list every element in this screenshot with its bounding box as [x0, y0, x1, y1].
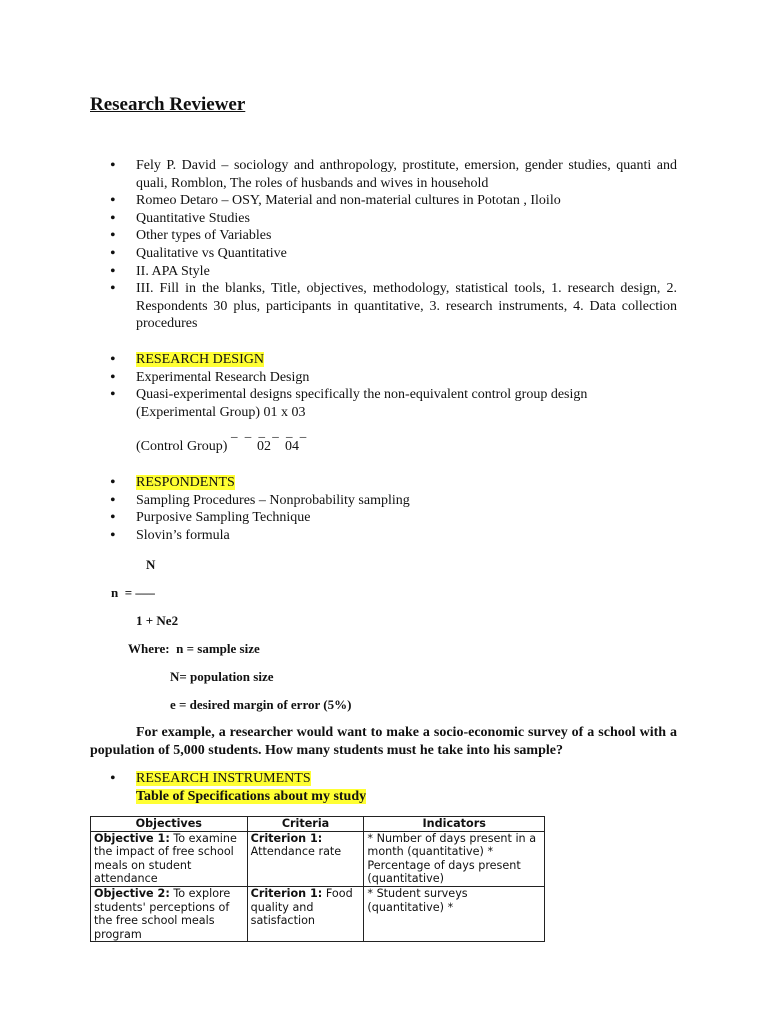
objective-label: Objective 2: [94, 886, 170, 900]
list-item: • Fely P. David – sociology and anthropology, prostitute, emersion, gender studies, quanti and quali, Romblon, The roles of husbands and wives in household [90, 157, 677, 192]
research-design-heading: RESEARCH DESIGN [136, 352, 264, 367]
objective-cell [91, 886, 248, 941]
list-item: • Romeo Detaro – OSY, Material and non-material cultures in Pototan , Iloilo [90, 192, 677, 210]
control-group-line [136, 439, 299, 455]
criterion-text: Food quality and satisfaction [250, 886, 353, 928]
page-title: Research Reviewer [90, 94, 246, 115]
topic-list [90, 157, 677, 333]
list-item [90, 386, 677, 421]
list-item: • Quantitative Studies [90, 210, 677, 228]
criterion-label: Criterion 1: [250, 886, 323, 900]
design-dashes: _ _ _ _ _ _ [231, 424, 309, 439]
formula-denominator: 1 + Ne2 [136, 613, 179, 628]
column-header: Indicators [364, 817, 545, 832]
criterion-text: Attendance rate [250, 845, 342, 859]
instruments-subheading: Table of Specifications about my study [136, 788, 367, 804]
research-design-list [90, 351, 677, 421]
column-header: Criteria [247, 817, 364, 832]
instruments-list [90, 770, 677, 805]
example-paragraph: For example, a researcher would want to make a socio-economic survey of a school with a population of 5,000 students. How many students must he take into his sample? [90, 725, 677, 758]
specifications-table [90, 816, 545, 942]
list-item: • III. Fill in the blanks, Title, objectives, methodology, statistical tools, 1. research design, 2. Respondents 30 plus, participants in quantitative, 3. research instruments, 4. Data collection procedures [90, 280, 677, 333]
formula-numerator: N [146, 557, 156, 572]
formula-where: Where: n = sample size [128, 641, 260, 656]
objective-label: Objective 1: [94, 831, 170, 845]
list-item: • Experimental Research Design [90, 369, 677, 387]
list-item [90, 770, 677, 805]
criteria-cell [247, 886, 364, 941]
indicators-cell: * Student surveys (quantitative) * [364, 886, 545, 941]
control-group-label: (Control Group) [136, 439, 228, 454]
formula-population-def: N= population size [170, 669, 274, 684]
list-item: • Purposive Sampling Technique [90, 509, 677, 527]
table-row [91, 886, 545, 941]
list-item: • Slovin’s formula [90, 527, 677, 545]
respondents-heading: RESPONDENTS [136, 475, 235, 490]
list-item: • Other types of Variables [90, 227, 677, 245]
objective-cell [91, 831, 248, 886]
list-item: • Sampling Procedures – Nonprobability sampling [90, 492, 677, 510]
criterion-label: Criterion 1: [250, 831, 323, 845]
criteria-cell [247, 831, 364, 886]
experimental-group-line: (Experimental Group) 01 x 03 [136, 404, 306, 420]
table-header-row [91, 817, 545, 832]
respondents-list [90, 474, 677, 544]
column-header: Objectives [91, 817, 248, 832]
indicators-cell: * Number of days present in a month (quantitative) * Percentage of days present (quantitative) [364, 831, 545, 886]
formula-margin-def: e = desired margin of error (5%) [170, 697, 352, 712]
instruments-heading: RESEARCH INSTRUMENTS [136, 771, 311, 786]
control-group-values: 02 04 [257, 439, 299, 454]
list-item: • II. APA Style [90, 263, 677, 281]
quasi-experimental-text: • Quasi-experimental designs specifically the non-equivalent control group design [136, 387, 588, 403]
table-row [91, 831, 545, 886]
list-item [90, 474, 677, 492]
list-item: • Qualitative vs Quantitative [90, 245, 677, 263]
objective-text: To explore students' perceptions of the free school meals program [94, 886, 231, 941]
list-item [90, 351, 677, 369]
formula-lhs: n = ––– [111, 585, 155, 600]
objective-text: To examine the impact of free school meals on student attendance [94, 831, 237, 886]
